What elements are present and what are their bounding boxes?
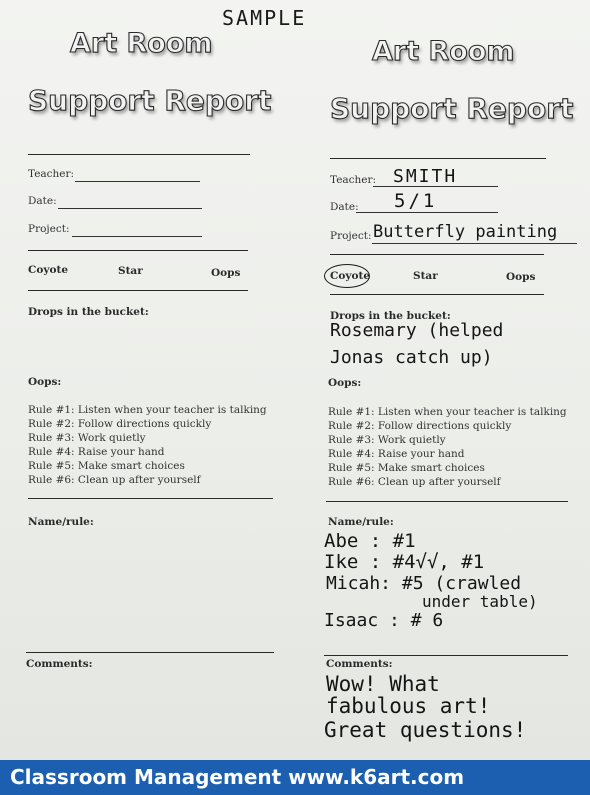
form-title-line2: Support Report [28,84,272,117]
sample-label: SAMPLE [222,6,307,30]
comment-line: Wow! What [326,672,440,696]
rating-star[interactable]: Star [413,270,438,282]
project-label: Project: [330,230,372,242]
form-title-line1: Art Room [70,28,213,59]
teacher-field[interactable] [75,181,200,182]
footer-banner: Classroom Management www.k6art.com [0,760,590,795]
drops-label: Drops in the bucket: [330,310,451,322]
rule-item: Rule #4: Raise your hand [328,448,465,460]
rule-item: Rule #4: Raise your hand [28,446,165,458]
name-rule-entry: Isaac : # 6 [324,610,444,631]
date-field[interactable] [356,212,498,213]
name-rule-label: Name/rule: [328,516,394,528]
rule-item: Rule #5: Make smart choices [328,462,485,474]
blank-form [0,0,270,760]
field-divider [28,250,248,251]
date-label: Date: [28,195,57,207]
date-field[interactable] [58,208,202,209]
drops-line: Rosemary (helped [330,320,504,341]
rule-item: Rule #2: Follow directions quickly [28,418,212,430]
rules-list [28,403,267,487]
name-rule-divider [324,655,568,656]
drops-line: Jonas catch up) [330,347,493,368]
rating-oops[interactable]: Oops [211,267,241,279]
date-value: 5/1 [394,190,438,212]
title-divider [330,158,546,159]
teacher-label: Teacher: [330,174,377,186]
rating-divider [330,294,544,295]
rules-divider [28,498,273,499]
comment-line: fabulous art! [326,694,491,718]
title-divider [28,154,250,155]
teacher-label: Teacher: [28,168,75,180]
filled-form [300,0,574,760]
rating-star[interactable]: Star [118,265,143,277]
project-field[interactable] [72,236,202,237]
date-label: Date: [330,201,359,213]
oops-label: Oops: [328,377,362,389]
rule-item: Rule #3: Work quietly [28,432,146,444]
rating-oops[interactable]: Oops [506,271,536,283]
selected-rating-circle [324,264,370,288]
rules-divider [326,501,568,502]
project-field[interactable] [372,243,577,244]
rule-item: Rule #6: Clean up after yourself [28,474,201,486]
comments-label: Comments: [326,658,393,670]
drops-label: Drops in the bucket: [28,306,149,318]
field-divider [330,254,544,255]
name-rule-entry: Micah: #5 (crawled [326,573,522,594]
name-rule-label: Name/rule: [28,516,94,528]
rules-list [328,405,567,489]
comments-label: Comments: [26,658,93,670]
rule-item: Rule #5: Make smart choices [28,460,185,472]
teacher-value: SMITH [393,166,458,187]
name-rule-entry: Ike : #4√√, #1 [324,551,485,573]
oops-label: Oops: [28,376,62,388]
rating-divider [28,290,248,291]
rule-item: Rule #6: Clean up after yourself [328,476,501,488]
rule-item: Rule #1: Listen when your teacher is talking [28,404,267,416]
name-rule-entry: Abe : #1 [324,530,416,552]
rule-item: Rule #3: Work quietly [328,434,446,446]
comment-line: Great questions! [324,718,527,742]
form-title-line2: Support Report [330,92,574,125]
rule-item: Rule #2: Follow directions quickly [328,420,512,432]
rating-coyote[interactable]: Coyote [28,264,68,276]
project-value: Butterfly painting [373,222,558,242]
rating-coyote[interactable]: Coyote [330,270,370,282]
name-rule-divider [26,652,274,653]
rule-item: Rule #1: Listen when your teacher is talking [328,406,567,418]
form-title-line1: Art Room [372,36,515,67]
project-label: Project: [28,223,70,235]
name-rule-entry: under table) [422,592,538,611]
